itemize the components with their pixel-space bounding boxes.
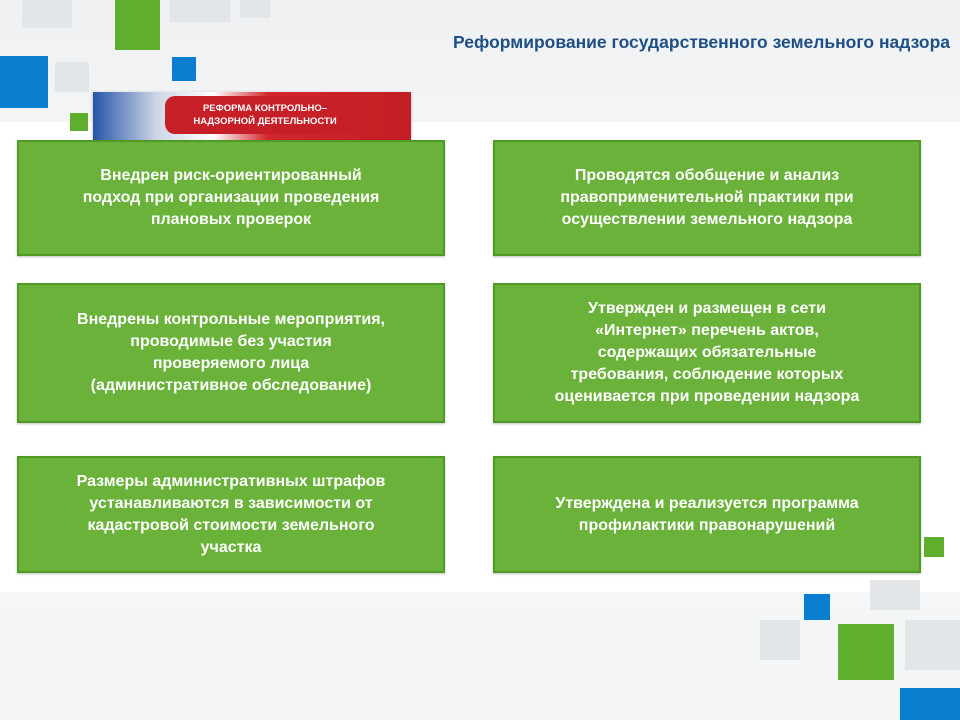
reform-badge — [165, 96, 365, 134]
info-card-prevention-program — [493, 456, 921, 573]
info-card-fines — [17, 456, 445, 573]
info-card-risk-approach — [17, 140, 445, 256]
banner-line-2: НАДЗОРНОЙ ДЕЯТЕЛЬНОСТИ — [193, 116, 337, 127]
info-card-control-measures — [17, 283, 445, 423]
deco-square — [240, 0, 270, 18]
deco-square — [760, 620, 800, 660]
deco-square — [804, 594, 830, 620]
card-text: Утвержден и размещен в сети «Интернет» перечень актов, содержащих обязательные требования, соблюдение которых оценивается при проведении надзора — [554, 300, 860, 405]
banner-line-1: РЕФОРМА КОНТРОЛЬНО– — [202, 103, 328, 114]
deco-square — [172, 57, 196, 81]
page-title: Реформирование государственного земельного надзора — [453, 32, 950, 52]
info-card-practice-analysis — [493, 140, 921, 256]
deco-square — [55, 62, 89, 92]
deco-square — [70, 113, 88, 131]
reform-banner-logo — [93, 92, 411, 140]
deco-square — [0, 56, 48, 108]
deco-square — [900, 688, 960, 720]
deco-square — [170, 0, 230, 22]
card-text: Проводятся обобщение и анализ правоприменительной практики при осуществлении земельного надзора — [560, 167, 854, 228]
deco-square — [115, 0, 160, 50]
deco-square — [838, 624, 894, 680]
deco-square — [870, 580, 920, 610]
card-text: Внедрен риск-ориентированный подход при организации проведения плановых проверок — [82, 167, 380, 228]
deco-square — [905, 620, 960, 670]
info-card-acts-list — [493, 283, 921, 423]
card-text: Размеры административных штрафов устанавливаются в зависимости от кадастровой стоимости земельного участка — [76, 472, 386, 556]
card-text: Утверждена и реализуется программа профилактики правонарушений — [555, 494, 859, 534]
deco-square — [924, 537, 944, 557]
card-text: Внедрены контрольные мероприятия, проводимые без участия проверяемого лица (административное обследование) — [77, 311, 385, 394]
deco-square — [22, 0, 72, 28]
